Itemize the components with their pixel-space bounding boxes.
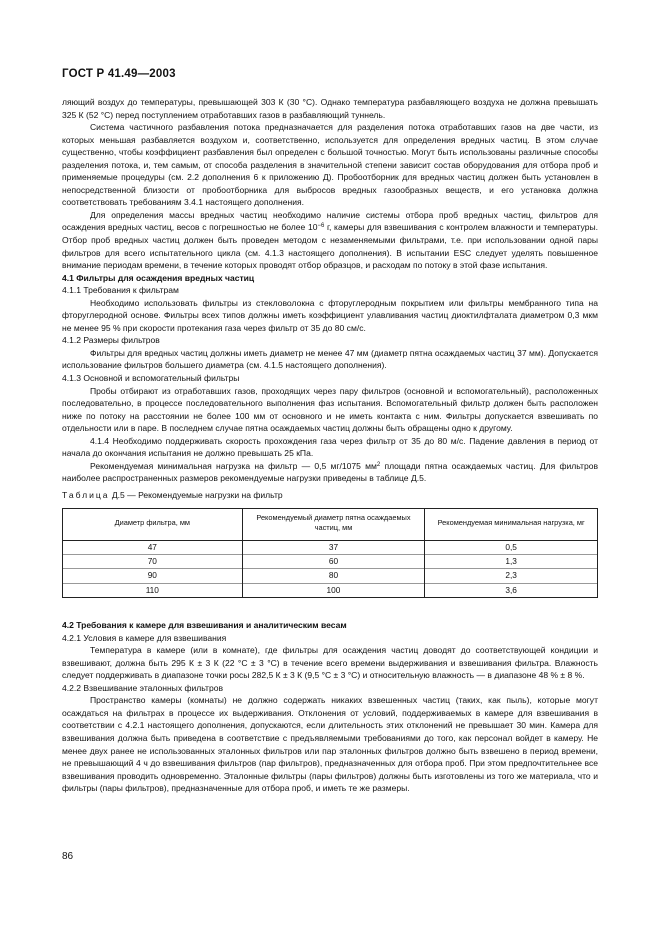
table-row	[63, 583, 598, 597]
subsection-title-4-1-2: 4.1.2 Размеры фильтров	[62, 335, 160, 346]
table-cell: 100	[242, 583, 425, 597]
table-cell: 3,6	[425, 583, 598, 597]
text-segment: Рекомендуемая минимальная нагрузка на фильтр — 0,5 мг/1075 мм	[90, 460, 377, 471]
paragraph-continuation: ляющий воздух до температуры, превышающей 303 К (30 °С). Однако температура разбавляющего воздуха не должна превышать 325 К (52 °С) перед поступлением отработавших газов в разбавляющий туннель.	[62, 97, 598, 120]
subsection-title-4-2-1: 4.2.1 Условия в камере для взвешивания	[62, 632, 227, 643]
text-segment: площади пятна осаждаемых частиц. Для фильтров наиболее распространенных размеров рекомендуемые нагрузки приведены в таблице Д.5.	[62, 460, 599, 484]
subsection-title-4-2-2: 4.2.2 Взвешивание эталонных фильтров	[62, 682, 224, 693]
document-body	[62, 96, 598, 795]
table-caption-label: Таблица	[62, 489, 110, 500]
table-cell: 60	[242, 554, 425, 568]
superscript: 2	[376, 461, 381, 468]
paragraph-4-1-4: 4.1.4 Необходимо поддерживать скорость прохождения газа через фильтр от 35 до 80 м/с. Падение давления в период от начала до окончания испытания не должно превышать 25 кПа.	[62, 435, 598, 459]
table-caption	[62, 489, 598, 502]
section-heading-4-2: 4.2 Требования к камере для взвешивания и аналитическим весам	[62, 620, 347, 631]
text-segment: Для определения массы вредных частиц необходимо наличие системы отбора проб вредных частиц, фильтров для осаждения вредных частиц, весов с погрешностью не более 10	[62, 209, 598, 233]
text-segment: г, камеры для взвешивания с контролем влажности и температуры. Отбор проб вредных частиц должен быть проведен методом с незаменяемыми фильтрами, т.е. при использовании одной пары фильтров для всего испытательного цикла (см. 4.1.3 настоящего дополнения). В испытании ESC следует уделять повышенное внимание периодам времени, в течение которых проводят отбор образцов, и расходам по потоку в этой фазе испытания.	[62, 222, 598, 271]
table-row	[63, 554, 598, 568]
paragraph-4-2-1: Температура в камере (или в комнате), где фильтры для осаждения частиц доводят до соответствующей кондиции и взвешивают, должна быть 295 К ± 3 К (22 °С ± 3 °С) в течение всего времени выдерживания и взвешивания фильтра. Влажность следует поддерживать в диапазоне точки росы 282,5 К ± 3 К (9,5 °С ± 3 °С) и относительную влажность — в диапазоне 48 % ± 8 %.	[62, 645, 598, 681]
document-header: ГОСТ Р 41.49—2003	[62, 68, 176, 80]
table-cell: 1,3	[425, 554, 598, 568]
filter-load-table	[62, 508, 598, 599]
table-cell: 90	[63, 569, 243, 583]
column-header-stain-diameter: Рекомендуемый диаметр пятна осаждаемых частиц, мм	[242, 508, 425, 540]
table-cell: 2,3	[425, 569, 598, 583]
paragraph-particulate-mass	[62, 209, 598, 272]
column-header-filter-diameter: Диаметр фильтра, мм	[63, 508, 243, 540]
superscript: −6	[317, 223, 325, 230]
column-header-min-load: Рекомендуемая минимальная нагрузка, мг	[425, 508, 598, 540]
subsection-title-4-1-3: 4.1.3 Основной и вспомогательный фильтры	[62, 373, 240, 384]
paragraph-4-2-2: Пространство камеры (комнаты) не должно содержать никаких взвешенных частиц (таких, как пыль), которые могут осаждаться на фильтрах в процессе их выдерживания. Отклонения от условий, поддерживаемых в камере для взвешивания в соответствии с 4.2.1 настоящего дополнения, допускаются, если длительность этих отклонений не превышает 30 мин. Камера для взвешивания должна быть приведена в соответствие с предъявляемыми требованиями до того, как персонал войдет в камеру. Не менее двух ранее не использованных эталонных фильтров или пар эталонных фильтров должно быть взвешено в период времени, не превышающий 4 ч до взвешивания фильтров (пар фильтров), предназначенных для отбора проб. При этом предпочтительнее все взвешивания проводить одновременно. Эталонные фильтры (пары фильтров) должны быть изготовлены из того же материала, что и фильтры (пары фильтров), предназначенные для отбора проб, и иметь те же размеры.	[62, 695, 598, 794]
subsection-title-4-1-1: 4.1.1 Требования к фильтрам	[62, 285, 179, 296]
spacer	[62, 598, 598, 619]
table-header-row	[63, 508, 598, 540]
paragraph-4-1-2: Фильтры для вредных частиц должны иметь диаметр не менее 47 мм (диаметр пятна осаждаемых частиц 37 мм). Допускается использование фильтров большего диаметра (см. 4.1.5 настоящего дополнения).	[62, 347, 598, 371]
paragraph-4-1-1: Необходимо использовать фильтры из стекловолокна с фторуглеродным покрытием или фильтры мембранного типа на фторуглеродной основе. Фильтры всех типов должны иметь коэффициент улавливания частиц диоктилфталата диаметром 0,3 мкм не менее 95 % при скорости протекания газа через фильтр от 35 до 80 см/с.	[62, 297, 598, 333]
table-cell: 0,5	[425, 540, 598, 554]
table-row	[63, 540, 598, 554]
table-caption-text: Д.5 — Рекомендуемые нагрузки на фильтр	[109, 489, 283, 500]
page-number: 86	[62, 851, 74, 862]
table-cell: 70	[63, 554, 243, 568]
paragraph-4-1-3: Пробы отбирают из отработавших газов, проходящих через пару фильтров (основной и вспомогательный), расположенных последовательно, в процессе последовательного выполнения фаз испытания. Вспомогательный фильтр должен быть расположен ниже по потоку на расстоянии не более 100 мм от основного и не иметь контакта с ним. Фильтры допускается взвешивать по отдельности или в паре. В последнем случае пятна осаждаемых частиц должны быть обращены одно к другому.	[62, 385, 598, 434]
table-cell: 110	[63, 583, 243, 597]
table-cell: 47	[63, 540, 243, 554]
table-row	[63, 569, 598, 583]
table-cell: 37	[242, 540, 425, 554]
paragraph-recommended-load	[62, 460, 598, 485]
paragraph-partial-dilution: Система частичного разбавления потока предназначается для разделения потока отработавших газов на две части, из которых меньшая разбавляется воздухом и, соответственно, используется для определения вредных частиц. В этом случае существенно, чтобы коэффициент разбавления был определен с большой точностью. Могут быть использованы различные способы разделения потока, и, тем самым, от способа разделения в значительной степени зависит состав оборудования для отбора проб и применяемые процедуры (см. 2.2 дополнения 6 к приложению Д). Пробоотборник для вредных частиц должен быть установлен в непосредственной близости от пробоотборника для выбросов вредных газообразных веществ, и его установка должна соответствовать требованиям 3.4.1 настоящего дополнения.	[62, 122, 598, 208]
section-heading-4-1: 4.1 Фильтры для осаждения вредных частиц	[62, 272, 255, 283]
table-cell: 80	[242, 569, 425, 583]
